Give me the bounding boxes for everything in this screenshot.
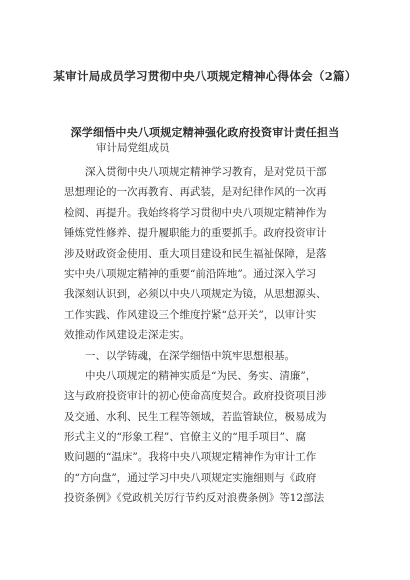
body-line: 形式主义的“形象工程”、官僚主义的“甩手项目”、腐 [64,431,306,444]
body-line: 的“方向盘”，通过学习中央八项规定实施细则与《政府 [64,471,317,484]
document-title: 某审计局成员学习贯彻中央八项规定精神心得体会（2篇） [53,69,357,83]
author-line: 审计局党组成员 [96,142,170,154]
body-line: 及交通、水利、民生工程等领域，若监管缺位，极易成为 [64,410,327,423]
article-subtitle: 深学细悟中央八项规定精神强化政府投资审计责任担当 [70,126,340,139]
body-line: 投资条例》《党政机关厉行节约反对浪费条例》等12部法 [64,492,325,505]
body-line: 这与政府投资审计的初心使命高度契合。政府投资项目涉 [64,390,327,403]
body-line: 败问题的“温床”。我将中央八项规定精神作为审计工作 [64,451,317,464]
body-line: 实中央八项规定精神的重要“前沿阵地”。通过深入学习 [64,267,317,280]
body-line: 深入贯彻中央八项规定精神学习教育，是对党员干部 [64,166,327,178]
article-body [64,162,354,509]
body-line: 检阅、再提升。我始终将学习贯彻中央八项规定精神作为 [64,206,327,219]
body-line: 思想理论的一次再教育、再武装，是对纪律作风的一次再 [64,186,327,199]
body-line: 工作实践、作风建设三个维度拧紧“总开关”，以审计实 [64,308,317,321]
body-line: 效推动作风建设走深走实。 [64,329,190,342]
body-line: 锤炼党性修养、提升履职能力的重要抓手。政府投资审计 [64,227,327,240]
body-line: 中央八项规定的精神实质是“为民、务实、清廉”， [64,369,317,382]
body-line: 涉及财政资金使用、重大项目建设和民生福祉保障，是落 [64,247,327,260]
body-line: 我深刻认识到，必须以中央八项规定为镜，从思想源头、 [64,288,327,301]
section-heading: 一、以学铸魂，在深学细悟中筑牢思想根基。 [64,349,295,362]
